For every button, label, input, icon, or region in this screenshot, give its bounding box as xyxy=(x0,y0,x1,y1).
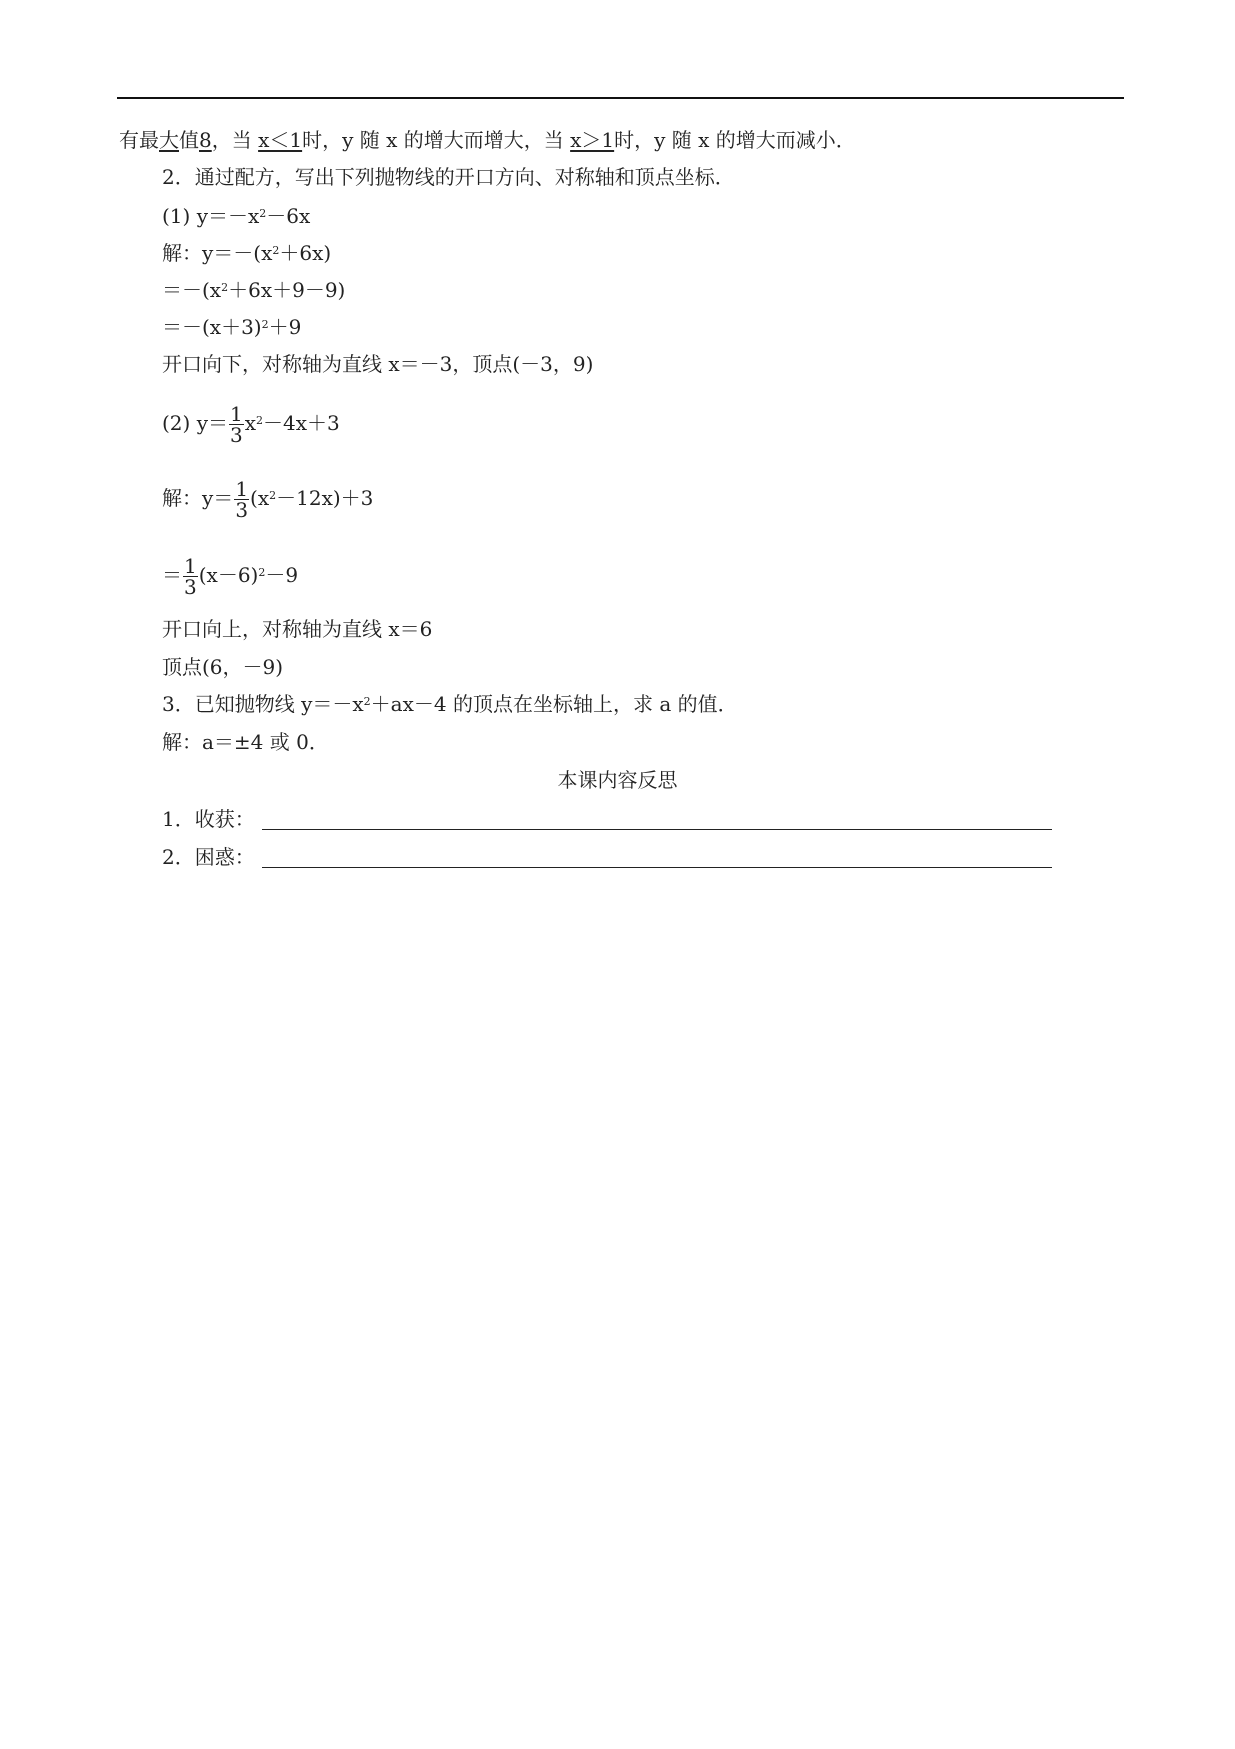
fraction: $\frac{1}{3}$ xyxy=(184,554,197,599)
text: 时，y 随 x 的增大而减小． xyxy=(614,128,856,152)
equation-1: (1) $y=-x^2-6x$ xyxy=(162,204,311,228)
equation-2: (2) y＝ $\frac{1}{3}$ $x^2-4x+3$ xyxy=(162,402,340,447)
answer-blank: x＞1 xyxy=(570,128,615,152)
text: 时，y 随 x 的增大而增大，当 xyxy=(302,128,571,152)
reflection-confusion-line[interactable] xyxy=(262,867,1052,868)
reflection-gain-label: 1．收获： xyxy=(162,807,255,831)
solution-1-step-1: 解：$y=-(x^2+6x)$ xyxy=(162,241,332,265)
text: 有最 xyxy=(119,128,159,152)
reflection-confusion-label: 2．困惑： xyxy=(162,845,255,869)
fraction: $\frac{1}{3}$ xyxy=(235,477,249,522)
question-3-answer: 解：a＝±4 或 0． xyxy=(162,730,329,754)
fraction: $\frac{1}{3}$ xyxy=(230,402,243,447)
answer-blank: 大 xyxy=(159,128,179,152)
text: ，当 xyxy=(211,128,259,152)
header-rule xyxy=(117,97,1124,99)
solution-2-step-1: 解：y＝ $\frac{1}{3}$ $(x^2-12x)+3$ xyxy=(162,477,374,522)
solution-1-step-2: $=-(x^2+6x+9-9)$ xyxy=(162,278,346,302)
reflection-title: 本课内容反思 xyxy=(557,768,678,792)
question-3: 3．已知抛物线 $y=-x^2+ax-4$ 的顶点在坐标轴上，求 a 的值． xyxy=(162,692,738,716)
solution-2-conclusion: 开口向上，对称轴为直线 x＝6 xyxy=(162,617,433,641)
answer-blank: x＜1 xyxy=(258,128,303,152)
solution-1-step-3: $=-(x+3)^2+9$ xyxy=(162,315,302,339)
solution-2-step-2: ＝ $\frac{1}{3}$ $(x-6)^2-9$ xyxy=(162,554,299,599)
max-value-line xyxy=(119,128,856,152)
question-2-title: 2．通过配方，写出下列抛物线的开口方向、对称轴和顶点坐标． xyxy=(162,165,735,189)
reflection-gain-line[interactable] xyxy=(262,829,1052,830)
answer-blank: 8 xyxy=(199,128,212,152)
solution-2-vertex: 顶点(6，－9) xyxy=(162,655,284,679)
text: 值 xyxy=(179,128,199,152)
solution-1-conclusion: 开口向下，对称轴为直线 x＝－3，顶点(－3，9) xyxy=(162,352,594,376)
